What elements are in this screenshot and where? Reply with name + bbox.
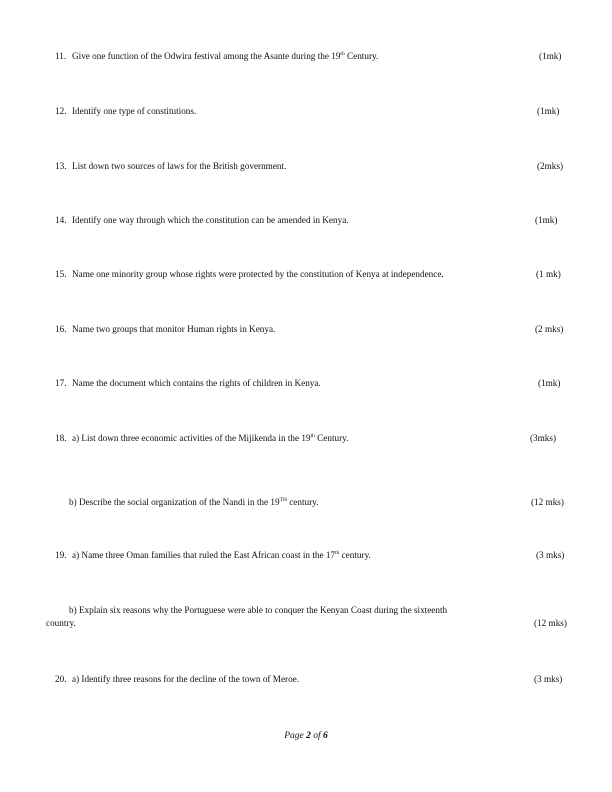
- question-text: a) List down three economic activities of the Mijikenda in the 19th Century.: [72, 433, 349, 443]
- question-number: 20.: [55, 674, 67, 684]
- question-number: 11.: [55, 51, 67, 61]
- question-12: [0, 105, 612, 117]
- question-text: a) Name three Oman families that ruled the East African coast in the 17th century.: [72, 550, 371, 560]
- question-marks: (3 mks): [534, 674, 563, 684]
- page-total: 6: [323, 731, 328, 741]
- question-15: [0, 268, 612, 280]
- question-text: Name two groups that monitor Human rights in Kenya.: [72, 324, 276, 334]
- question-19a: [0, 549, 612, 561]
- question-marks: (3 mks): [536, 550, 565, 560]
- question-marks: (2mks): [537, 161, 564, 171]
- question-text: List down two sources of laws for the British government.: [72, 161, 287, 171]
- question-marks: (1mk): [538, 378, 561, 388]
- question-number: 13.: [55, 161, 67, 171]
- question-number: 17.: [55, 378, 67, 388]
- question-19b-continuation: [0, 617, 612, 629]
- question-text: Name the document which contains the rights of children in Kenya.: [72, 378, 321, 388]
- question-number: 15.: [55, 269, 67, 279]
- question-11: [0, 50, 612, 62]
- question-text: Give one function of the Odwira festival among the Asante during the 19th Century.: [72, 51, 379, 61]
- question-text: a) Identify three reasons for the decline of the town of Meroe.: [72, 674, 300, 684]
- question-marks: (12 mks): [534, 618, 567, 628]
- question-marks: (1mk): [537, 106, 560, 116]
- question-marks: (12 mks): [531, 497, 564, 507]
- page-number: 2: [306, 731, 311, 741]
- question-marks: (1 mk): [536, 269, 561, 279]
- question-18a: [0, 432, 612, 444]
- question-14: [0, 214, 612, 226]
- question-text: Name one minority group whose rights were protected by the constitution of Kenya at independence.: [72, 269, 444, 279]
- question-text: b) Explain six reasons why the Portuguese were able to conquer the Kenyan Coast during the sixteenth: [69, 605, 448, 615]
- question-text: Identify one way through which the constitution can be amended in Kenya.: [72, 215, 349, 225]
- question-number: 12.: [55, 106, 67, 116]
- question-marks: (3mks): [530, 433, 557, 443]
- page-footer: [0, 731, 612, 741]
- question-marks: (1mk): [535, 215, 558, 225]
- question-number: 16.: [55, 324, 67, 334]
- question-20a: [0, 673, 612, 685]
- question-number: 19.: [55, 550, 67, 560]
- question-number: 14.: [55, 215, 67, 225]
- question-number: 18.: [55, 433, 67, 443]
- question-text: b) Describe the social organization of the Nandi in the 19TH century.: [69, 497, 319, 507]
- question-19b: [0, 604, 612, 616]
- question-17: [0, 377, 612, 389]
- page-label: Page: [284, 731, 304, 741]
- question-marks: (2 mks): [535, 324, 564, 334]
- question-text-continuation: country.: [46, 618, 76, 628]
- of-label: of: [313, 731, 321, 741]
- question-13: [0, 160, 612, 172]
- question-16: [0, 323, 612, 335]
- question-text: Identify one type of constitutions.: [72, 106, 197, 116]
- question-marks: (1mk): [539, 51, 562, 61]
- question-18b: [0, 496, 612, 508]
